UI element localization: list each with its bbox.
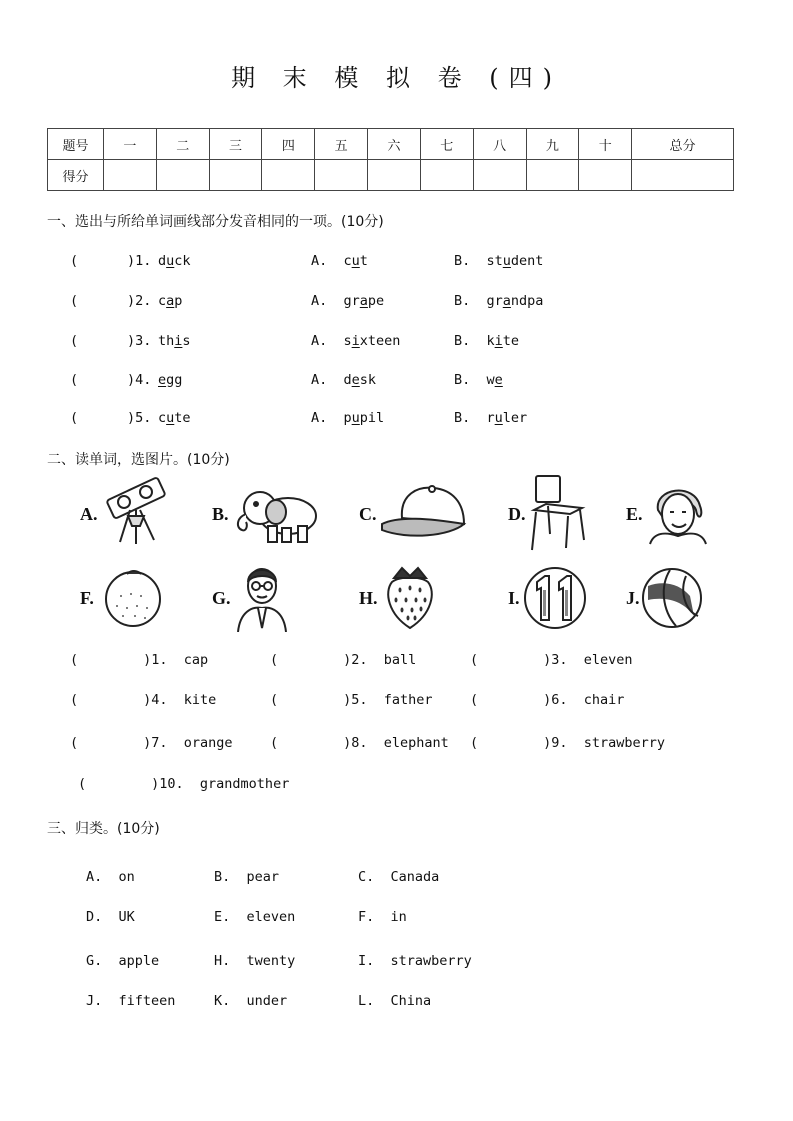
matching-item[interactable]: ( )7. orange xyxy=(70,735,233,751)
table-cell: 八 xyxy=(473,129,526,160)
score-table xyxy=(47,128,734,191)
question-word: cute xyxy=(158,410,191,426)
chair-icon xyxy=(528,474,588,552)
cap-icon xyxy=(378,480,470,542)
matching-item[interactable]: ( )2. ball xyxy=(270,652,417,668)
score-header-row xyxy=(48,129,734,160)
table-cell: 三 xyxy=(209,129,262,160)
option-b: B. grandpa xyxy=(454,293,544,309)
score-input-row xyxy=(48,160,734,191)
word-item: K. under xyxy=(214,993,288,1009)
picture-letter: I. xyxy=(508,588,520,608)
answer-blank[interactable]: ( xyxy=(70,410,79,426)
ball-icon xyxy=(640,566,704,630)
picture-letter: A. xyxy=(80,504,98,524)
score-cell[interactable] xyxy=(579,160,632,191)
picture-letter: H. xyxy=(359,588,378,608)
question-word: cap xyxy=(158,293,183,309)
score-cell[interactable] xyxy=(632,160,734,191)
table-cell: 四 xyxy=(262,129,315,160)
question-word: this xyxy=(158,333,191,349)
question-word: egg xyxy=(158,372,183,388)
answer-blank[interactable]: ( xyxy=(70,293,79,309)
table-cell: 九 xyxy=(526,129,579,160)
matching-item[interactable]: ( )3. eleven xyxy=(470,652,633,668)
score-cell[interactable] xyxy=(156,160,209,191)
score-cell[interactable] xyxy=(526,160,579,191)
matching-item[interactable]: ( )8. elephant xyxy=(270,735,449,751)
word-item: F. in xyxy=(358,909,407,925)
grandmother-icon xyxy=(648,480,708,546)
picture-letter: C. xyxy=(359,504,377,524)
table-cell: 得分 xyxy=(48,160,104,191)
eleven-icon xyxy=(523,566,587,630)
option-a: A. sixteen xyxy=(311,333,401,349)
word-item: A. on xyxy=(86,869,135,885)
score-cell[interactable] xyxy=(315,160,368,191)
matching-item[interactable]: ( )1. cap xyxy=(70,652,209,668)
matching-item[interactable]: ( )6. chair xyxy=(470,692,625,708)
word-item: E. eleven xyxy=(214,909,296,925)
page-title: 期 末 模 拟 卷 (四) xyxy=(231,64,562,92)
option-a: A. cut xyxy=(311,253,368,269)
word-item: J. fifteen xyxy=(86,993,176,1009)
table-cell: 一 xyxy=(104,129,157,160)
score-cell[interactable] xyxy=(104,160,157,191)
option-b: B. kite xyxy=(454,333,520,349)
word-item: C. Canada xyxy=(358,869,440,885)
picture-letter: B. xyxy=(212,504,229,524)
question-number: )5. xyxy=(127,410,152,426)
section3-heading: 三、归类。(10分) xyxy=(47,821,160,837)
answer-blank[interactable]: ( xyxy=(70,372,79,388)
word-item: L. China xyxy=(358,993,432,1009)
score-cell[interactable] xyxy=(420,160,473,191)
table-cell: 总分 xyxy=(632,129,734,160)
matching-item[interactable]: ( )4. kite xyxy=(70,692,217,708)
section1-heading: 一、选出与所给单词画线部分发音相同的一项。(10分) xyxy=(47,214,384,230)
table-cell: 十 xyxy=(579,129,632,160)
picture-letter: J. xyxy=(626,588,640,608)
father-icon xyxy=(232,562,292,632)
option-b: B. we xyxy=(454,372,503,388)
score-cell[interactable] xyxy=(262,160,315,191)
word-item: I. strawberry xyxy=(358,953,472,969)
matching-item[interactable]: ( )9. strawberry xyxy=(470,735,666,751)
answer-blank[interactable]: ( xyxy=(70,333,79,349)
word-item: G. apple xyxy=(86,953,160,969)
option-b: B. ruler xyxy=(454,410,528,426)
question-number: )2. xyxy=(127,293,152,309)
table-cell: 题号 xyxy=(48,129,104,160)
word-item: H. twenty xyxy=(214,953,296,969)
table-cell: 六 xyxy=(368,129,421,160)
matching-item[interactable]: ( )10. grandmother xyxy=(78,776,290,792)
table-cell: 七 xyxy=(420,129,473,160)
score-cell[interactable] xyxy=(473,160,526,191)
orange-icon xyxy=(101,566,165,628)
telescope-icon xyxy=(100,476,172,548)
word-item: D. UK xyxy=(86,909,135,925)
score-cell[interactable] xyxy=(368,160,421,191)
question-number: )1. xyxy=(127,253,152,269)
table-cell: 五 xyxy=(315,129,368,160)
score-cell[interactable] xyxy=(209,160,262,191)
strawberry-icon xyxy=(380,562,440,630)
option-b: B. student xyxy=(454,253,544,269)
picture-letter: E. xyxy=(626,504,643,524)
picture-letter: G. xyxy=(212,588,231,608)
option-a: A. pupil xyxy=(311,410,385,426)
picture-letter: D. xyxy=(508,504,526,524)
option-a: A. desk xyxy=(311,372,377,388)
matching-item[interactable]: ( )5. father xyxy=(270,692,433,708)
question-number: )4. xyxy=(127,372,152,388)
word-item: B. pear xyxy=(214,869,280,885)
picture-letter: F. xyxy=(80,588,94,608)
answer-blank[interactable]: ( xyxy=(70,253,79,269)
section2-heading: 二、读单词，选图片。(10分) xyxy=(47,452,230,468)
table-cell: 二 xyxy=(156,129,209,160)
elephant-icon xyxy=(232,482,322,546)
question-word: duck xyxy=(158,253,191,269)
question-number: )3. xyxy=(127,333,152,349)
option-a: A. grape xyxy=(311,293,385,309)
